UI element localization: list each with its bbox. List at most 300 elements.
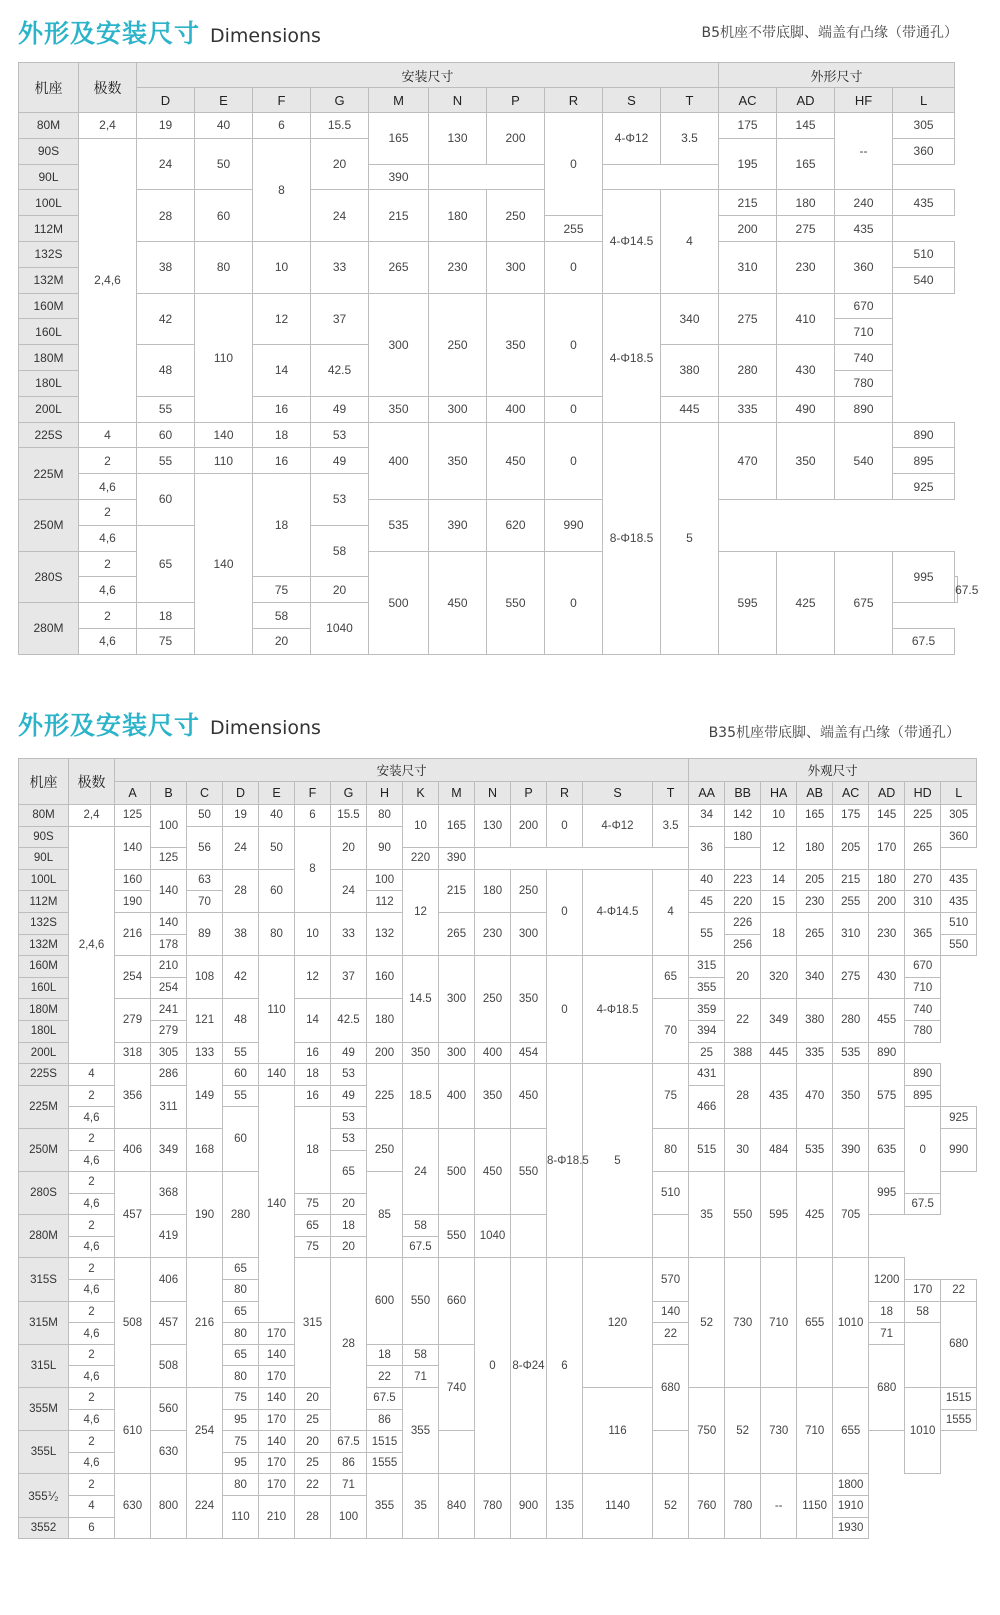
- table-cell: 406: [115, 1128, 151, 1171]
- column-header-a: A: [115, 782, 151, 805]
- table-cell: 1140: [583, 1474, 653, 1539]
- table-cell: 75: [223, 1431, 259, 1453]
- table-cell: 20: [331, 826, 367, 869]
- table-cell: 60: [259, 869, 295, 912]
- table-cell: 140: [151, 912, 187, 934]
- table-cell: 350: [511, 956, 547, 1042]
- table-cell: 535: [833, 1042, 869, 1064]
- column-header-r: R: [545, 88, 603, 113]
- column-header-d: D: [137, 88, 195, 113]
- table-cell: 225: [367, 1064, 403, 1129]
- table-cell: 80: [223, 1474, 259, 1496]
- table-cell: 350: [475, 1064, 511, 1129]
- table-cell: 620: [487, 499, 545, 551]
- table-cell: 20: [311, 577, 369, 603]
- header-frame: 机座: [19, 63, 79, 113]
- table-cell: 19: [223, 805, 259, 827]
- table-cell: 90: [367, 826, 403, 869]
- table-cell: 670: [835, 293, 893, 319]
- table-cell: 925: [893, 474, 955, 500]
- table-cell: 349: [761, 999, 797, 1042]
- table-cell: 256: [725, 934, 761, 956]
- table-cell: 180: [777, 190, 835, 216]
- table-cell: 6: [547, 1258, 583, 1474]
- table-row: [19, 869, 977, 891]
- frame-cell: 250M: [19, 499, 79, 551]
- table-cell: 58: [403, 1215, 439, 1237]
- table-cell: 435: [941, 891, 977, 913]
- header-column-row: [19, 782, 977, 805]
- heading-chinese: 外形及安装尺寸: [18, 711, 201, 740]
- frame-cell: 180L: [19, 370, 79, 396]
- table-cell: 780: [475, 1474, 511, 1539]
- table-cell: 53: [331, 1128, 367, 1150]
- frame-cell: 3552: [19, 1517, 69, 1539]
- table-cell: 1930: [833, 1517, 869, 1539]
- table-cell: 1150: [797, 1474, 833, 1539]
- table-cell: --: [761, 1474, 797, 1539]
- table-cell: 140: [195, 422, 253, 448]
- frame-cell: 132M: [19, 267, 79, 293]
- table-cell: 4: [69, 1064, 115, 1086]
- table-cell: 279: [151, 1020, 187, 1042]
- table-cell: 55: [137, 448, 195, 474]
- section-heading-b35: [18, 706, 321, 740]
- frame-cell: 200L: [19, 396, 79, 422]
- header-poles: 极数: [69, 759, 115, 805]
- table-cell: 430: [777, 345, 835, 397]
- table-cell: 226: [725, 912, 761, 934]
- table-cell: 900: [511, 1474, 547, 1539]
- table-cell: 450: [475, 1128, 511, 1214]
- table-cell: 16: [295, 1042, 331, 1064]
- table-cell: 1800: [833, 1474, 869, 1496]
- table-cell: 140: [259, 1388, 295, 1410]
- column-header-p: P: [511, 782, 547, 805]
- table-cell: 53: [331, 1064, 367, 1086]
- column-header-r: R: [547, 782, 583, 805]
- table-cell: 510: [941, 912, 977, 934]
- table-cell: 1515: [367, 1431, 403, 1453]
- table-row: [19, 422, 958, 448]
- table-cell: 56: [187, 826, 223, 869]
- table-row: [19, 396, 958, 422]
- table-cell: 255: [545, 216, 603, 242]
- table-cell: 130: [475, 805, 511, 848]
- table-cell: 1555: [941, 1409, 977, 1431]
- table-cell: 760: [689, 1474, 725, 1539]
- table-cell: 2: [79, 551, 137, 577]
- frame-cell: 280M: [19, 603, 79, 655]
- table-cell: 470: [797, 1064, 833, 1129]
- table-cell: 454: [511, 1042, 547, 1064]
- column-header-e: E: [259, 782, 295, 805]
- column-header-f: F: [295, 782, 331, 805]
- table-cell: 210: [151, 956, 187, 978]
- table-cell: 10: [403, 805, 439, 848]
- table-cell: 4: [661, 190, 719, 293]
- table-cell: 2,4,6: [69, 826, 115, 1064]
- table-cell: 110: [195, 448, 253, 474]
- table-cell: 4,6: [79, 474, 137, 500]
- header-install-dims: 安装尺寸: [115, 759, 689, 782]
- table-cell: 457: [115, 1172, 151, 1258]
- table-cell: 380: [661, 345, 719, 397]
- table-cell: 10: [761, 805, 797, 827]
- column-header-ad: AD: [777, 88, 835, 113]
- table-cell: 419: [151, 1215, 187, 1258]
- table-cell: 168: [187, 1128, 223, 1171]
- table-cell: 116: [583, 1388, 653, 1474]
- table-cell: 85: [367, 1172, 403, 1258]
- table-cell: 145: [869, 805, 905, 827]
- table-cell: 18: [869, 1301, 905, 1323]
- table-cell: 89: [187, 912, 223, 955]
- table-cell: 125: [115, 805, 151, 827]
- table-cell: 65: [223, 1344, 259, 1366]
- table-cell: 2: [69, 1344, 115, 1366]
- table-cell: 250: [487, 190, 545, 242]
- table-cell: 535: [369, 499, 429, 551]
- table-cell: 8-Φ18.5: [603, 422, 661, 654]
- table-cell: 165: [797, 805, 833, 827]
- table-cell: 12: [295, 956, 331, 999]
- table-cell: 315: [295, 1258, 331, 1388]
- table-cell: 110: [223, 1496, 259, 1539]
- table-cell: 2: [69, 1474, 115, 1496]
- table-cell: 275: [719, 293, 777, 345]
- table-cell: 50: [259, 826, 295, 869]
- column-header-g: G: [331, 782, 367, 805]
- table-cell: 394: [689, 1020, 725, 1042]
- table-cell: 175: [719, 113, 777, 139]
- frame-cell: 200L: [19, 1042, 69, 1064]
- table-cell: 170: [259, 1452, 295, 1474]
- table-cell: 240: [835, 190, 893, 216]
- b35-dimensions-table: [18, 758, 977, 1539]
- table-cell: 995: [869, 1172, 905, 1215]
- table-cell: 35: [403, 1474, 439, 1539]
- frame-cell: 90L: [19, 164, 79, 190]
- table-cell: 230: [797, 891, 833, 913]
- frame-cell: 315S: [19, 1258, 69, 1301]
- table-cell: 255: [833, 891, 869, 913]
- table-cell: 100: [367, 869, 403, 891]
- table-cell: 2: [79, 448, 137, 474]
- frame-cell: 90S: [19, 826, 69, 848]
- table-cell: 1200: [869, 1258, 905, 1301]
- table-cell: 355: [367, 1474, 403, 1539]
- table-cell: 286: [151, 1064, 187, 1086]
- table-cell: 20: [295, 1431, 331, 1453]
- table-cell: 350: [777, 422, 835, 499]
- table-cell: 230: [475, 912, 511, 955]
- table-cell: 4,6: [69, 1452, 115, 1474]
- table-cell: 0: [545, 422, 603, 499]
- table-cell: 550: [725, 1172, 761, 1258]
- table-cell: 550: [403, 1258, 439, 1344]
- table-cell: 305: [893, 113, 955, 139]
- table-cell: 430: [869, 956, 905, 999]
- table-cell: 180: [429, 190, 487, 242]
- table-cell: 230: [869, 912, 905, 955]
- table-cell: 132: [367, 912, 403, 955]
- table-cell: 58: [311, 525, 369, 577]
- table-cell: 86: [367, 1409, 403, 1431]
- table-cell: 390: [429, 499, 487, 551]
- table-cell: 1910: [833, 1496, 869, 1518]
- table-cell: 280: [223, 1172, 259, 1258]
- column-header-m: M: [439, 782, 475, 805]
- table-cell: 0: [905, 1107, 941, 1193]
- table-cell: 25: [295, 1452, 331, 1474]
- table-cell: 895: [893, 448, 955, 474]
- table-cell: 86: [331, 1452, 367, 1474]
- table-cell: 2,4,6: [79, 138, 137, 422]
- table-cell: 510: [893, 241, 955, 267]
- frame-cell: 280M: [19, 1215, 69, 1258]
- table-cell: 48: [223, 999, 259, 1042]
- table-cell: --: [835, 113, 893, 190]
- frame-cell: 90S: [19, 138, 79, 164]
- table-cell: 4,6: [69, 1236, 115, 1258]
- table-cell: 20: [311, 138, 369, 190]
- table-cell: 250: [511, 869, 547, 912]
- table-cell: 52: [689, 1258, 725, 1388]
- table-cell: 445: [661, 396, 719, 422]
- table-cell: 18: [253, 474, 311, 577]
- table-cell: 71: [403, 1366, 439, 1388]
- table-cell: 895: [905, 1085, 941, 1107]
- table-cell: 680: [869, 1344, 905, 1430]
- table-cell: 300: [439, 1042, 475, 1064]
- b5-dimensions-table: [18, 62, 979, 655]
- table-cell: 350: [369, 396, 429, 422]
- table-cell: 178: [151, 934, 187, 956]
- table-cell: 4-Φ18.5: [583, 956, 653, 1064]
- frame-cell: 280S: [19, 1172, 69, 1215]
- table-cell: 22: [367, 1366, 403, 1388]
- frame-cell: 225M: [19, 448, 79, 500]
- table-cell: 750: [689, 1388, 725, 1474]
- table-cell: 356: [115, 1064, 151, 1129]
- table-cell: 4-Φ12: [583, 805, 653, 848]
- table-cell: 890: [905, 1064, 941, 1086]
- table-cell: 450: [511, 1064, 547, 1129]
- table-cell: 2: [79, 603, 137, 629]
- table-cell: 0: [545, 293, 603, 396]
- table-cell: 890: [869, 1042, 905, 1064]
- table-cell: 149: [187, 1064, 223, 1129]
- table-cell: 170: [259, 1323, 295, 1345]
- table-cell: 140: [259, 1344, 295, 1366]
- table-cell: 65: [223, 1301, 259, 1323]
- table-cell: 780: [905, 1020, 941, 1042]
- table-cell: 0: [545, 551, 603, 654]
- table-cell: 350: [833, 1064, 869, 1129]
- table-cell: 254: [151, 977, 187, 999]
- table-cell: 4-Φ14.5: [603, 190, 661, 293]
- column-header-t: T: [661, 88, 719, 113]
- table-cell: 490: [777, 396, 835, 422]
- table-cell: 630: [151, 1431, 187, 1474]
- table-cell: 14.5: [403, 956, 439, 1042]
- table-cell: 140: [259, 1085, 295, 1323]
- table-cell: 160: [115, 869, 151, 891]
- table-cell: 80: [223, 1366, 259, 1388]
- table-cell: 500: [369, 551, 429, 654]
- table-cell: 320: [761, 956, 797, 999]
- table-row: [19, 1064, 977, 1086]
- heading-chinese: 外形及安装尺寸: [18, 19, 201, 48]
- column-header-s: S: [603, 88, 661, 113]
- table-cell: 241: [151, 999, 187, 1021]
- table-cell: 360: [941, 826, 977, 848]
- table-cell: 190: [115, 891, 151, 913]
- table-cell: 52: [725, 1388, 761, 1474]
- table-cell: 455: [869, 999, 905, 1042]
- table-cell: 15.5: [311, 113, 369, 139]
- table-cell: 58: [905, 1301, 941, 1323]
- frame-cell: 180M: [19, 345, 79, 371]
- table-cell: 535: [797, 1128, 833, 1171]
- frame-cell: 100L: [19, 190, 79, 216]
- table-cell: 200: [487, 113, 545, 165]
- table-cell: 220: [725, 891, 761, 913]
- table-cell: 12: [253, 293, 311, 345]
- table-cell: 4-Φ18.5: [603, 293, 661, 422]
- table-cell: 37: [311, 293, 369, 345]
- column-header-b: B: [151, 782, 187, 805]
- table-cell: 28: [295, 1496, 331, 1539]
- column-header-ad: AD: [869, 782, 905, 805]
- header-column-row: [19, 88, 958, 113]
- frame-cell: 90L: [19, 848, 69, 870]
- table-cell: 6: [295, 805, 331, 827]
- table-cell: 24: [331, 869, 367, 912]
- table-cell: 730: [761, 1388, 797, 1474]
- table-cell: 70: [653, 999, 689, 1064]
- table-cell: 58: [253, 603, 311, 629]
- table-cell: 4,6: [69, 1323, 115, 1345]
- table-cell: 18.5: [403, 1064, 439, 1129]
- table-cell: 215: [719, 190, 777, 216]
- table-cell: 400: [487, 396, 545, 422]
- table-cell: 431: [689, 1064, 725, 1086]
- table-cell: 710: [797, 1388, 833, 1474]
- column-header-ab: AB: [797, 782, 833, 805]
- table-cell: 22: [295, 1474, 331, 1496]
- table-cell: 595: [719, 551, 777, 654]
- table-cell: 220: [403, 848, 439, 870]
- table-cell: 71: [869, 1323, 905, 1345]
- table-cell: 33: [311, 241, 369, 293]
- column-header-hd: HD: [905, 782, 941, 805]
- table-cell: 28: [331, 1258, 367, 1431]
- table-cell: 349: [151, 1128, 187, 1171]
- table-cell: 1555: [367, 1452, 403, 1474]
- table-cell: 42.5: [331, 999, 367, 1042]
- frame-cell: 160L: [19, 319, 79, 345]
- table-cell: 2: [69, 1085, 115, 1107]
- table-cell: 67.5: [905, 1193, 941, 1215]
- table-row: [19, 956, 977, 978]
- column-header-h: H: [367, 782, 403, 805]
- table-cell: 18: [137, 603, 195, 629]
- column-header-g: G: [311, 88, 369, 113]
- frame-cell: 160M: [19, 956, 69, 978]
- table-cell: 170: [869, 826, 905, 869]
- column-header-hf: HF: [835, 88, 893, 113]
- table-cell: 990: [545, 499, 603, 551]
- table-cell: 1515: [941, 1388, 977, 1410]
- table-cell: 305: [941, 805, 977, 827]
- table-cell: 265: [905, 826, 941, 869]
- column-header-n: N: [429, 88, 487, 113]
- table-cell: 400: [369, 422, 429, 499]
- table-cell: 19: [137, 113, 195, 139]
- b5-subtitle: B5机座不带底脚、端盖有凸缘（带通孔）: [701, 25, 958, 41]
- table-cell: 67.5: [893, 628, 955, 654]
- table-cell: 4,6: [79, 628, 137, 654]
- frame-cell: 112M: [19, 891, 69, 913]
- table-cell: 890: [835, 396, 893, 422]
- table-cell: 224: [187, 1474, 223, 1539]
- column-header-k: K: [403, 782, 439, 805]
- table-cell: 71: [331, 1474, 367, 1496]
- table-cell: 0: [545, 396, 603, 422]
- table-cell: 4,6: [69, 1150, 115, 1172]
- table-cell: 24: [137, 138, 195, 190]
- table-row: [19, 1474, 977, 1496]
- table-cell: 4,6: [69, 1366, 115, 1388]
- table-cell: 140: [259, 1064, 295, 1086]
- table-cell: 67.5: [955, 577, 958, 603]
- table-cell: 160: [367, 956, 403, 999]
- table-cell: 0: [545, 113, 603, 216]
- table-row: [19, 241, 958, 267]
- frame-cell: 355L: [19, 1431, 69, 1474]
- table-cell: 230: [429, 241, 487, 293]
- table-cell: 508: [151, 1344, 187, 1387]
- frame-cell: 250M: [19, 1128, 69, 1171]
- table-cell: 300: [487, 241, 545, 293]
- table-cell: 20: [331, 1193, 367, 1215]
- table-cell: 318: [115, 1042, 151, 1064]
- table-cell: 223: [725, 869, 761, 891]
- table-row: [19, 190, 958, 216]
- table-cell: 515: [689, 1128, 725, 1171]
- table-cell: 270: [905, 869, 941, 891]
- header-group-row: [19, 63, 958, 88]
- table-cell: 560: [151, 1388, 187, 1431]
- table-cell: 990: [941, 1128, 977, 1171]
- table-row: [19, 912, 977, 934]
- table-cell: 67.5: [331, 1431, 367, 1453]
- column-header-s: S: [583, 782, 653, 805]
- column-header-bb: BB: [725, 782, 761, 805]
- table-cell: 710: [905, 977, 941, 999]
- table-cell: 16: [295, 1085, 331, 1107]
- table-row: [19, 293, 958, 319]
- table-cell: 25: [295, 1409, 331, 1431]
- table-cell: 300: [439, 956, 475, 1042]
- table-cell: 457: [151, 1301, 187, 1344]
- column-header-n: N: [475, 782, 511, 805]
- table-cell: 80: [195, 241, 253, 293]
- table-cell: 108: [187, 956, 223, 999]
- table-cell: 24: [311, 190, 369, 242]
